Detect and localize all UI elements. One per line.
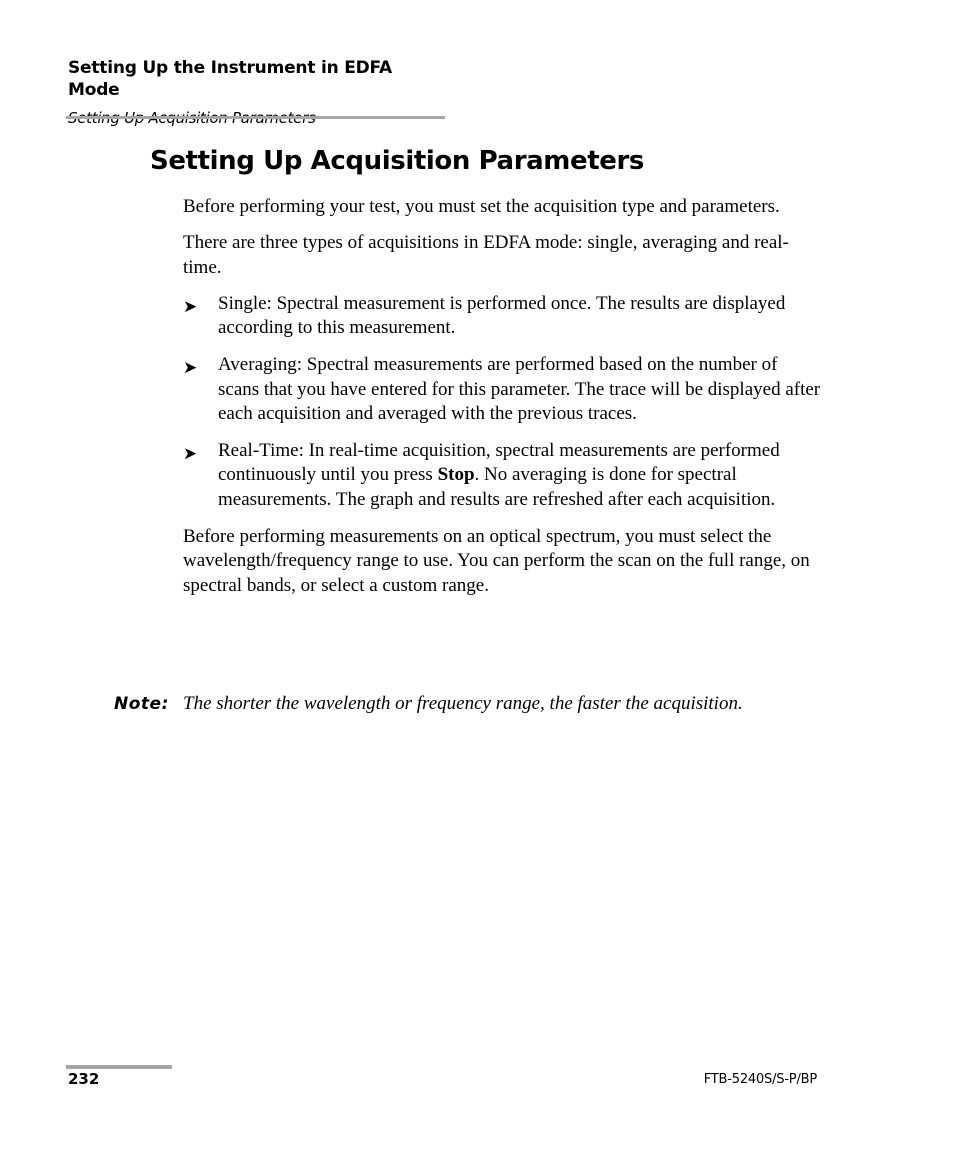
bullet-text-part: . No averaging is done for spectral measurements. The graph and results are refreshed after each acquisition. xyxy=(218,464,776,510)
arrowhead-bullet-icon: ➤ xyxy=(183,296,198,317)
bullet-text-averaging: Averaging: Spectral measurements are performed based on the number of scans that you have entered for this parameter. The trace will be displayed after each acquisition and averaged with the previous traces. xyxy=(218,353,821,425)
list-item xyxy=(183,439,823,513)
note-block xyxy=(114,692,874,716)
stop-keyword: Stop xyxy=(437,464,475,486)
note-label: Note: xyxy=(114,694,169,714)
page-title: Setting Up Acquisition Parameters xyxy=(150,146,644,176)
chapter-title: Setting Up the Instrument in EDFA Mode xyxy=(68,58,392,100)
bullet-text-part: Real-Time: In real-time acquisition, spectral measurements are performed continuously until you press xyxy=(218,439,780,486)
closing-paragraph: Before performing measurements on an optical spectrum, you must select the wavelength/frequency range to use. You can perform the scan on the full range, on spectral bands, or select a custom range. xyxy=(183,525,810,596)
intro-paragraph: Before performing your test, you must set the acquisition type and parameters. xyxy=(183,196,780,217)
list-item xyxy=(183,292,823,341)
arrowhead-bullet-icon: ➤ xyxy=(183,443,198,464)
page-number: 232 xyxy=(68,1070,100,1088)
bullet-text-real-time xyxy=(218,439,823,513)
bullet-text-single: Single: Spectral measurement is performed once. The results are displayed according to this measurement. xyxy=(218,292,786,339)
header-divider xyxy=(66,116,445,119)
intro-paragraph: There are three types of acquisitions in EDFA mode: single, averaging and real-time. xyxy=(183,232,789,278)
document-id: FTB-5240S/S-P/BP xyxy=(703,1072,817,1087)
section-body xyxy=(183,195,823,610)
list-item xyxy=(183,353,823,427)
arrowhead-bullet-icon: ➤ xyxy=(183,357,198,378)
note-text: The shorter the wavelength or frequency range, the faster the acquisition. xyxy=(183,693,743,714)
